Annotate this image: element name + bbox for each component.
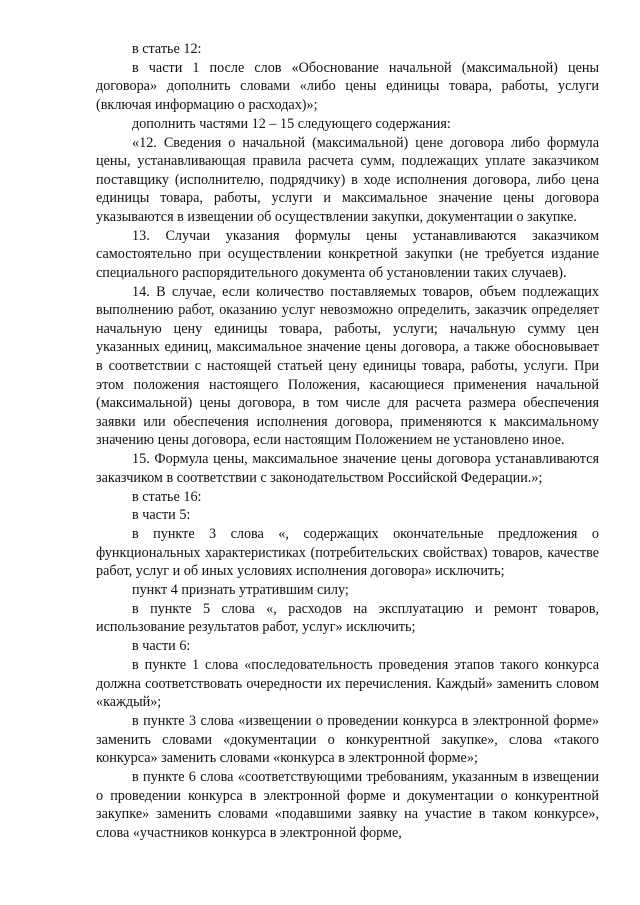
paragraph-part-6-point-3: в пункте 3 слова «извещении о проведении конкурса в электронной форме» заменить словами «документации о конкурентной закупке», слова «такого конкурса» заменить словами «конкурса в электронной форме»;	[96, 713, 599, 767]
paragraph-point-3: в пункте 3 слова «, содержащих окончательные предложения о функциональных характеристиках (потребительских свойствах) товаров, качестве работ, услуг и об иных условиях исполнения договора» исключить;	[96, 526, 599, 580]
paragraph-article-16: в статье 16:	[132, 488, 202, 505]
paragraph-part-6: в части 6:	[132, 638, 191, 655]
paragraph-part-12: «12. Сведения о начальной (максимальной) цене договора либо формула цены, устанавливающая правила расчета сумм, подлежащих уплате заказчиком поставщику (исполнителю, подрядчику) в ходе исполнения договора, либо цена единицы товара, работы, услуги и максимальное значение цены договора указываются в извещении об осуществлении закупки, документации о закупке.	[96, 134, 599, 225]
paragraph-part-6-point-1: в пункте 1 слова «последовательность проведения этапов такого конкурса должна соответствовать очередности их перечисления. Каждый» заменить словом «каждый»;	[96, 657, 599, 711]
paragraph-part-14: 14. В случае, если количество поставляемых товаров, объем подлежащих выполнению работ, оказанию услуг невозможно определить, заказчик определяет начальную цену единицы товара, работы, услуги; начальную сумму цен указанных единиц, максимальное значение цены договора, а также обосновывает в соответствии с настоящей статьей цену единицы товара, работы, услуги. При этом положения настоящего Положения, касающиеся применения начальной (максимальной) цены договора, в том числе для расчета размера обеспечения заявки или обеспечения исполнения договора, применяются к максимальному значению цены договора, если настоящим Положением не установлено иное.	[96, 283, 599, 449]
paragraph-part-1-amendment: в части 1 после слов «Обоснование начальной (максимальной) цены договора» дополнить словами «либо цены единицы товара, работы, услуги (включая информацию о расходах)»;	[96, 59, 599, 113]
paragraph-part-15: 15. Формула цены, максимальное значение цены договора устанавливаются заказчиком в соответствии с законодательством Российской Федерации.»;	[96, 451, 599, 486]
paragraph-part-13: 13. Случаи указания формулы цены устанавливаются заказчиком самостоятельно при осуществлении конкретной закупки (не требуется издание специального распорядительного документа об установлении таких случаев).	[96, 227, 599, 281]
paragraph-add-parts: дополнить частями 12 – 15 следующего содержания:	[132, 115, 451, 132]
paragraph-part-5: в части 5:	[132, 507, 191, 524]
paragraph-article-12: в статье 12:	[132, 41, 202, 57]
paragraph-part-6-point-6: в пункте 6 слова «соответствующими требованиям, указанным в извещении о проведении конкурса в электронной форме и документации о конкурентной закупке» заменить словами «подавшими заявку на участие в таком конкурсе», слова «участников конкурса в электронной форме,	[96, 768, 599, 841]
paragraph-point-4: пункт 4 признать утратившим силу;	[132, 582, 349, 599]
document-page	[96, 40, 599, 843]
paragraph-point-5: в пункте 5 слова «, расходов на эксплуатацию и ремонт товаров, использование результатов работ, услуг» исключить;	[96, 600, 599, 636]
